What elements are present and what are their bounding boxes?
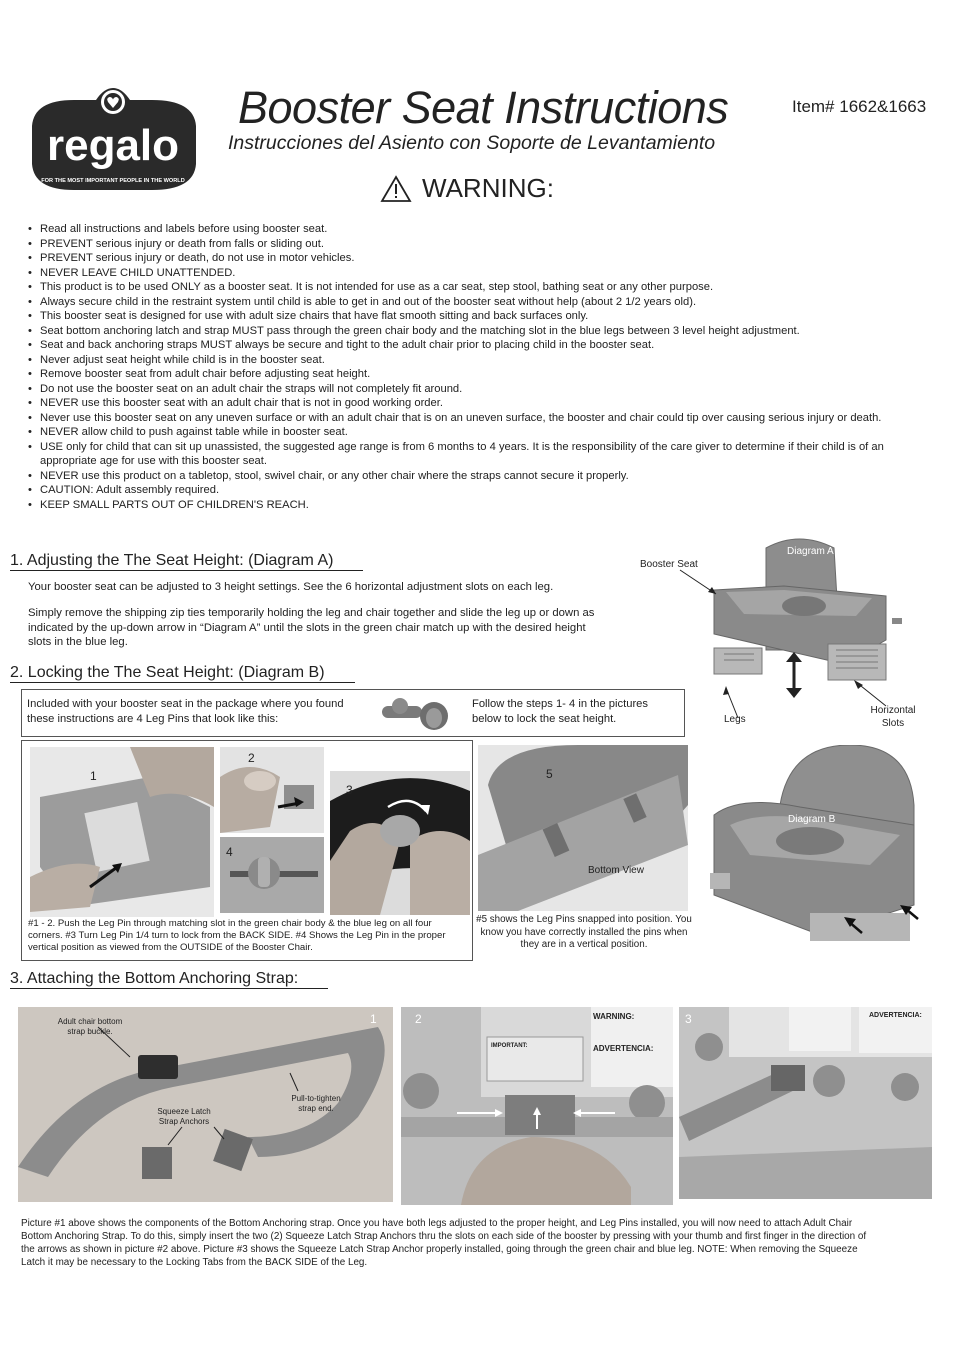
step-2-number: 2	[248, 751, 255, 765]
squeeze-label-line-2: Strap Anchors	[158, 1117, 210, 1126]
item-number: Item# 1662&1663	[792, 97, 927, 116]
buckle-label-line-1: Adult chair bottom	[57, 1017, 123, 1026]
strap-photo-3-number: 3	[685, 1012, 692, 1026]
list-item: • CAUTION: Adult assembly required.	[28, 483, 884, 498]
strap-photo-3	[679, 1007, 932, 1199]
step-2-photo	[220, 747, 324, 833]
squeeze-label-line-1: Squeeze Latch	[157, 1107, 211, 1116]
list-item: • KEEP SMALL PARTS OUT OF CHILDREN'S REACH.	[28, 498, 884, 513]
step-3-number: 3	[346, 783, 353, 797]
steps-caption: #1 - 2. Push the Leg Pin through matching slot in the green chair body & the blue leg on all four corners. #3 Turn Leg Pin 1/4 turn to lock from the BACK SIDE. #4 Shows the Leg Pin in the proper vertical position as viewed from the OUTSIDE of the Booster Chair.	[28, 918, 446, 954]
list-item: • PREVENT serious injury or death from falls or sliding out.	[28, 237, 884, 252]
diagram-b	[700, 745, 924, 945]
section-3-heading: 3. Attaching the Bottom Anchoring Strap:	[10, 970, 328, 989]
list-item: • Remove booster seat from adult chair before adjusting seat height.	[28, 367, 884, 382]
list-item: • This product is to be used ONLY as a booster seat. It is not intended for use as a car seat, step stool, bathing seat or any other purpose.	[28, 280, 884, 295]
leg-pin-icon	[378, 692, 454, 734]
logo-tagline: FOR THE MOST IMPORTANT PEOPLE IN THE WORLD	[41, 178, 185, 184]
regalo-logo	[24, 86, 202, 192]
warning-heading	[380, 173, 554, 204]
strap-photo-1	[18, 1007, 393, 1202]
list-item: • Always secure child in the restraint system until child is able to get in and out of the booster seat without help (about 2 1/2 years old).	[28, 295, 884, 310]
step-5-caption: #5 shows the Leg Pins snapped into position. You know you have correctly installed the pins when they are in a vertical position.	[476, 914, 692, 950]
list-item: • Never use this booster seat on any uneven surface or with an adult chair that is on an uneven surface, the booster and chair could tip over causing serious injury or death.	[28, 411, 884, 426]
page-subtitle: Instrucciones del Asiento con Soporte de Levantamiento	[228, 132, 716, 154]
list-item: • NEVER LEAVE CHILD UNATTENDED.	[28, 266, 884, 281]
strap-photo-1-number: 1	[370, 1012, 377, 1026]
strap-photo-2	[401, 1007, 673, 1205]
step-5-photo	[478, 745, 688, 911]
legs-label: Legs	[724, 714, 746, 725]
step-4-photo	[220, 837, 324, 913]
section-1-heading: 1. Adjusting the The Seat Height: (Diagram A)	[10, 552, 363, 571]
step-4-number: 4	[226, 845, 233, 859]
step-5-number: 5	[546, 767, 553, 781]
slots-label: Slots	[881, 718, 905, 729]
pull-label-line-1: Pull-to-tighten	[291, 1094, 341, 1103]
section-2-heading: 2. Locking the The Seat Height: (Diagram B)	[10, 664, 355, 683]
list-item: • Never adjust seat height while child is in the booster seat.	[28, 353, 884, 368]
strap-photo-2-number: 2	[415, 1012, 422, 1026]
list-item: • USE only for child that can sit up unassisted, the suggested age range is from 6 months to 4 years. It is the responsibility of the care giver to determine if their child is of an appropriate age for use with this booster seat.	[28, 440, 884, 469]
label-important-text: IMPORTANT:	[491, 1043, 528, 1049]
warning-label: WARNING:	[422, 173, 554, 203]
list-item: • NEVER allow child to push against table while in booster seat.	[28, 425, 884, 440]
page-title: Booster Seat Instructions	[238, 82, 729, 133]
label-advertencia-text: ADVERTENCIA:	[593, 1044, 654, 1053]
step-photos-box	[21, 740, 473, 961]
list-item: • Seat bottom anchoring latch and strap MUST pass through the green chair body and the matching slot in the blue legs between 3 level height adjustment.	[28, 324, 884, 339]
buckle-label-line-2: strap buckle.	[67, 1027, 113, 1036]
label-warning-text: WARNING:	[593, 1012, 635, 1021]
list-item: • NEVER use this product on a tabletop, stool, swivel chair, or any other chair where the straps cannot secure it properly.	[28, 469, 884, 484]
section-3-caption: Picture #1 above shows the components of the Bottom Anchoring strap. Once you have both legs adjusted to the proper height, and Leg Pins installed, you will now need to attach Adult Chair Bottom Anchoring Strap. To do this, simply insert the two (2) Squeeze Latch Strap Anchors thru the slots on each side of the booster by pressing with your thumb and first finger in the direction of the arrows as shown in picture #2 above. Picture #3 shows the Squeeze Latch Strap Anchor properly installed, going through the green chair and blue leg. NOTE: When removing the Squeeze Latch it may be necessary to the Locking Tabs from the BACK SIDE of the Leg.	[21, 1218, 867, 1268]
leg-pins-box	[21, 689, 685, 737]
warning-list	[28, 222, 884, 512]
diagram-b-label: Diagram B	[788, 814, 836, 825]
section-1-paragraph-2: Simply remove the shipping zip ties temporarily holding the leg and chair together and slide the leg up or down as indicated by the up-down arrow in “Diagram A” until the slots in the green chair match up with the desired height slots in the blue leg.	[28, 607, 595, 648]
label-advertencia-text-3: ADVERTENCIA:	[869, 1012, 922, 1019]
pull-label-line-2: strap end.	[298, 1104, 334, 1113]
step-1-number: 1	[90, 769, 97, 783]
warning-triangle-icon	[380, 175, 412, 203]
step-1-photo	[30, 747, 214, 917]
list-item: • Seat and back anchoring straps MUST always be secure and tight to the adult chair prior to placing child in the booster seat.	[28, 338, 884, 353]
booster-seat-label: Booster Seat	[640, 559, 698, 570]
leg-pins-text: Included with your booster seat in the package where you found these instructions are 4 Leg Pins that look like this:	[27, 698, 344, 725]
horizontal-label: Horizontal	[870, 705, 916, 716]
list-item: • NEVER use this booster seat with an adult chair that is not in good working order.	[28, 396, 884, 411]
bottom-view-label: Bottom View	[588, 865, 644, 876]
list-item: • Read all instructions and labels before using booster seat.	[28, 222, 884, 237]
logo-wordmark: regalo	[46, 121, 180, 170]
section-1-paragraph-1: Your booster seat can be adjusted to 3 height settings. See the 6 horizontal adjustment slots on each leg.	[28, 581, 554, 593]
step-3-photo	[330, 771, 470, 915]
list-item: • Do not use the booster seat on an adult chair the straps will not completely fit around.	[28, 382, 884, 397]
list-item: • This booster seat is designed for use with adult size chairs that have flat smooth sitting and back surfaces only.	[28, 309, 884, 324]
list-item: • PREVENT serious injury or death, do not use in motor vehicles.	[28, 251, 884, 266]
diagram-a-label: Diagram A	[787, 546, 834, 557]
follow-steps-text: Follow the steps 1- 4 in the pictures below to lock the seat height.	[472, 698, 648, 725]
